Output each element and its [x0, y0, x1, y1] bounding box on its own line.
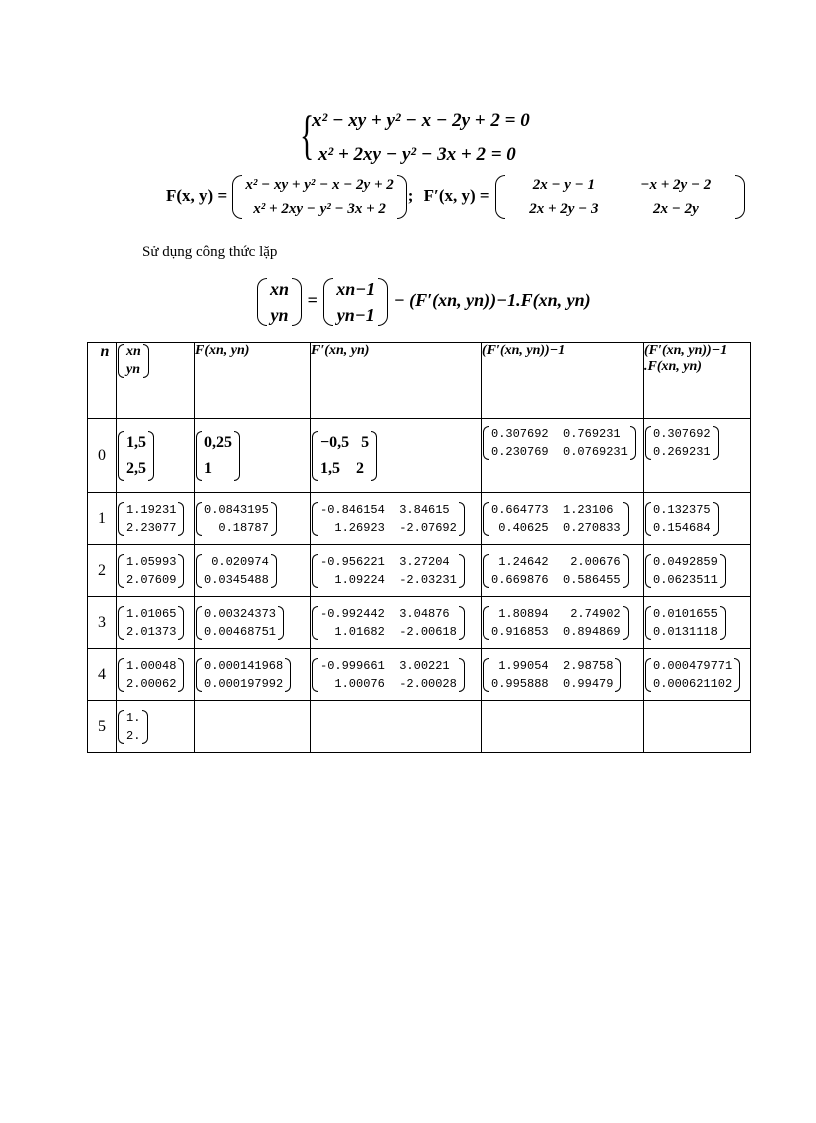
row2-Jinv-bottom: 0.669876 0.586455 [491, 572, 621, 587]
table-header-row [88, 343, 751, 419]
row2-Jinv-top: 1.24642 2.00676 [491, 554, 621, 569]
lhs-bottom: yn [270, 305, 289, 325]
intro-text: Sử dụng công thức lặp [142, 244, 278, 260]
rhs-bottom: yn−1 [336, 305, 375, 325]
equation-1: x² − xy + y² − x − 2y + 2 = 0 [312, 110, 530, 131]
row3-prod-top: 0.0101655 [653, 606, 718, 621]
row2-F-cell [195, 545, 311, 597]
table-row [88, 597, 751, 649]
row1-J [311, 501, 466, 537]
lhs-top: xn [270, 279, 290, 299]
iteration-formula [256, 276, 591, 328]
row4-F-bottom: 0.000197992 [204, 676, 284, 691]
header-Jinv: (F′(xn, yn))−1 [482, 343, 644, 419]
row2-J-cell [311, 545, 482, 597]
rhs-top: xn−1 [336, 279, 376, 299]
row1-xy-cell [117, 493, 195, 545]
row3-Jinv-top: 1.80894 2.74902 [491, 606, 621, 621]
row3-Jinv [482, 605, 630, 641]
row3-F [195, 605, 285, 641]
rhs-vector [322, 276, 389, 328]
row3-F-bottom: 0.00468751 [204, 624, 277, 639]
system-brace: { [300, 105, 315, 165]
table-row [88, 493, 751, 545]
row2-Jinv [482, 553, 630, 589]
F-vector [231, 173, 407, 221]
row4-prod [644, 657, 741, 693]
header-J: F′(xn, yn) [311, 343, 482, 419]
table-row [88, 649, 751, 701]
row1-J-bottom: 1.26923 -2.07692 [320, 520, 457, 535]
row1-prod-bottom: 0.154684 [653, 520, 711, 535]
row4-Jinv [482, 657, 622, 693]
row2-xy [117, 553, 185, 589]
row0-xy-bottom: 2,5 [126, 459, 146, 477]
row1-F-cell [195, 493, 311, 545]
row4-n: 4 [88, 649, 117, 701]
row0-F-cell [195, 419, 311, 493]
header-product-top: (F′(xn, yn))−1 [644, 343, 728, 358]
row3-F-top: 0.00324373 [204, 606, 277, 621]
header-xy-vector [117, 343, 150, 379]
row0-xy [117, 430, 155, 482]
row1-xy [117, 501, 185, 537]
table-row [88, 419, 751, 493]
row2-J-bottom: 1.09224 -2.03231 [320, 572, 457, 587]
row1-prod [644, 501, 720, 537]
row3-xy-bottom: 2.01373 [126, 624, 177, 639]
row0-xy-cell [117, 419, 195, 493]
row2-J [311, 553, 466, 589]
row1-xy-top: 1.19231 [126, 502, 177, 517]
header-xy-bottom: yn [126, 362, 140, 377]
row3-J-bottom: 1.01682 -2.00618 [320, 624, 457, 639]
jacobian-r1c1: 2x − y − 1 [532, 177, 596, 193]
row1-J-top: -0.846154 3.84615 [320, 502, 450, 517]
header-n: n [88, 343, 117, 419]
row3-n: 3 [88, 597, 117, 649]
header-product [644, 343, 751, 419]
row2-xy-bottom: 2.07609 [126, 572, 177, 587]
row4-F [195, 657, 292, 693]
row4-prod-top: 0.000479771 [653, 658, 733, 673]
row5-xy-bottom: 2. [126, 728, 141, 743]
row3-J-cell [311, 597, 482, 649]
row3-F-cell [195, 597, 311, 649]
row1-F [195, 501, 278, 537]
row1-xy-bottom: 2.23077 [126, 520, 177, 535]
row3-Jinv-bottom: 0.916853 0.894869 [491, 624, 621, 639]
row4-F-cell [195, 649, 311, 701]
jacobian-r2c2: 2x − 2y [652, 201, 699, 217]
row3-prod-cell [644, 597, 751, 649]
row1-n: 1 [88, 493, 117, 545]
row1-prod-cell [644, 493, 751, 545]
row0-Jinv-top: 0.307692 0.769231 [491, 427, 621, 441]
row0-xy-top: 1,5 [126, 433, 146, 451]
equation-2: x² + 2xy − y² − 3x + 2 = 0 [318, 144, 516, 165]
row0-F-bottom: 1 [204, 459, 212, 477]
row2-prod-cell [644, 545, 751, 597]
row0-F-top: 0,25 [204, 433, 232, 451]
row4-F-top: 0.000141968 [204, 658, 284, 673]
row3-J-top: -0.992442 3.04876 [320, 606, 450, 621]
lhs-vector [256, 276, 303, 328]
row2-xy-cell [117, 545, 195, 597]
row4-xy [117, 657, 185, 693]
row1-F-bottom: 0.18787 [204, 520, 269, 535]
iteration-table [87, 342, 751, 753]
row4-J-bottom: 1.00076 -2.00028 [320, 676, 457, 691]
header-F: F(xn, yn) [195, 343, 311, 419]
equals-sign: = [307, 290, 318, 311]
header-xy [117, 343, 195, 419]
table-row [88, 701, 751, 753]
row0-Jinv-cell [482, 419, 644, 493]
row0-prod-cell [644, 419, 751, 493]
row5-xy-cell [117, 701, 195, 753]
row1-Jinv-bottom: 0.40625 0.270833 [491, 520, 621, 535]
row1-F-top: 0.0843195 [204, 502, 269, 517]
row2-Jinv-cell [482, 545, 644, 597]
row2-F [195, 553, 278, 589]
row4-Jinv-bottom: 0.995888 0.99479 [491, 676, 614, 691]
row4-xy-cell [117, 649, 195, 701]
row0-prod-top: 0.307692 [653, 427, 711, 441]
F-row-1: x² − xy + y² − x − 2y + 2 [245, 177, 394, 193]
row5-F-cell [195, 701, 311, 753]
row4-J-top: -0.999661 3.00221 [320, 658, 450, 673]
row0-J-cell [311, 419, 482, 493]
header-xy-top: xn [126, 344, 141, 359]
row0-prod [644, 425, 720, 461]
row4-J-cell [311, 649, 482, 701]
row4-J [311, 657, 466, 693]
row4-xy-top: 1.00048 [126, 658, 177, 673]
row2-F-top: 0.020974 [204, 554, 269, 569]
F-label: F(x, y) = [166, 185, 228, 205]
row1-J-cell [311, 493, 482, 545]
row2-J-top: -0.956221 3.27204 [320, 554, 450, 569]
row5-n: 5 [88, 701, 117, 753]
row5-xy [117, 709, 149, 745]
jacobian-matrix [494, 173, 746, 221]
row4-prod-cell [644, 649, 751, 701]
row4-prod-bottom: 0.000621102 [653, 676, 733, 691]
header-product-bottom: .F(xn, yn) [644, 359, 702, 374]
row0-n: 0 [88, 419, 117, 493]
row0-J-bottom: 1,5 2 [320, 459, 364, 477]
row2-prod-top: 0.0492859 [653, 554, 718, 569]
row1-Jinv-cell [482, 493, 644, 545]
row0-J-top: −0,5 5 [320, 433, 370, 451]
row0-Jinv-bottom: 0.230769 0.0769231 [491, 445, 628, 459]
row3-xy [117, 605, 185, 641]
row3-Jinv-cell [482, 597, 644, 649]
row5-xy-top: 1. [126, 710, 141, 725]
separator: ; [407, 185, 414, 205]
row0-Jinv [482, 425, 637, 461]
row0-F [195, 430, 241, 482]
row5-J-cell [311, 701, 482, 753]
jacobian-r1c2: −x + 2y − 2 [640, 177, 712, 193]
row0-prod-bottom: 0.269231 [653, 445, 711, 459]
row4-xy-bottom: 2.00062 [126, 676, 177, 691]
row3-J [311, 605, 466, 641]
row3-prod [644, 605, 727, 641]
row1-prod-top: 0.132375 [653, 502, 711, 517]
row4-Jinv-cell [482, 649, 644, 701]
row2-prod-bottom: 0.0623511 [653, 572, 718, 587]
row3-prod-bottom: 0.0131118 [653, 624, 718, 639]
row3-xy-top: 1.01065 [126, 606, 177, 621]
function-definitions [166, 173, 746, 221]
iteration-rest: − (F′(xn, yn))−1.F(xn, yn) [393, 290, 591, 311]
row5-Jinv-cell [482, 701, 644, 753]
F-row-2: x² + 2xy − y² − 3x + 2 [253, 201, 386, 217]
row2-n: 2 [88, 545, 117, 597]
row2-xy-top: 1.05993 [126, 554, 177, 569]
row1-Jinv [482, 501, 630, 537]
row2-prod [644, 553, 727, 589]
table-row [88, 545, 751, 597]
row3-xy-cell [117, 597, 195, 649]
jacobian-label: F′(x, y) = [423, 185, 490, 205]
row0-J [311, 430, 378, 482]
jacobian-r2c1: 2x + 2y − 3 [529, 201, 599, 217]
row1-Jinv-top: 0.664773 1.23106 [491, 502, 614, 517]
row5-prod-cell [644, 701, 751, 753]
row2-F-bottom: 0.0345488 [204, 572, 269, 587]
row4-Jinv-top: 1.99054 2.98758 [491, 658, 614, 673]
